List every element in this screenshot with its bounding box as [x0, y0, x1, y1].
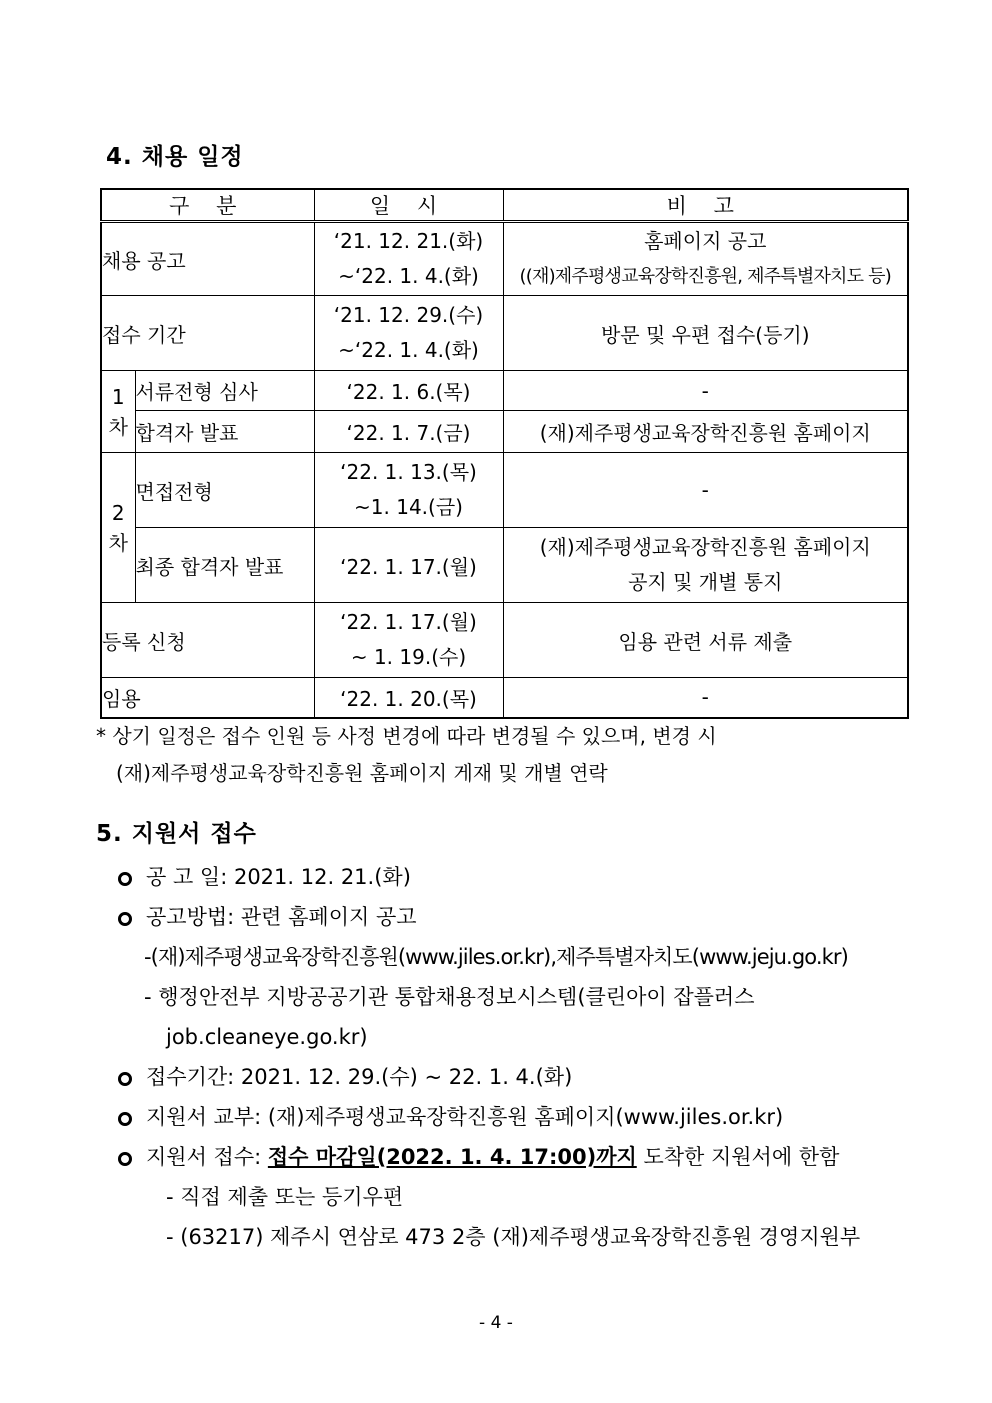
- row-label: 합격자 발표: [135, 411, 314, 453]
- table-row: [101, 296, 908, 371]
- row-date: ‘21. 12. 29.(수) ~‘22. 1. 4.(화): [314, 296, 503, 371]
- row-label: 최종 합격자 발표: [135, 528, 314, 603]
- group-label-2: 2 차: [101, 453, 135, 603]
- group-label-1: 1 차: [101, 371, 135, 453]
- row-label: 접수 기간: [101, 296, 314, 371]
- page-number: - 4 -: [479, 1313, 513, 1333]
- row-date: ‘22. 1. 7.(금): [314, 411, 503, 453]
- table-row: [101, 453, 908, 528]
- list-subitem: - (63217) 제주시 연삼로 473 2층 (재)제주평생교육장학진흥원 경영지원부: [166, 1225, 861, 1249]
- circle-bullet-icon: [118, 872, 132, 886]
- table-row: [101, 411, 908, 453]
- list-item: 공고방법: 관련 홈페이지 공고: [118, 897, 918, 937]
- row-label: 서류전형 심사: [135, 371, 314, 411]
- schedule-footnote: [96, 718, 717, 792]
- section-4-title: 4. 채용 일정: [106, 144, 244, 170]
- row-note: 임용 관련 서류 제출: [503, 603, 908, 678]
- table-header-row: [101, 189, 908, 222]
- row-note: -: [503, 453, 908, 528]
- table-row: [101, 222, 908, 296]
- header-category: 구 분: [101, 189, 314, 222]
- circle-bullet-icon: [118, 912, 132, 926]
- table-row: [101, 528, 908, 603]
- row-label: 임용: [101, 678, 314, 718]
- table-row: [101, 603, 908, 678]
- list-item: 지원서 교부: (재)제주평생교육장학진흥원 홈페이지(www.jiles.or.kr): [118, 1097, 918, 1137]
- row-date: ‘22. 1. 17.(월): [314, 528, 503, 603]
- row-label: 채용 공고: [101, 222, 314, 296]
- row-date: ‘21. 12. 21.(화) ~‘22. 1. 4.(화): [314, 222, 503, 296]
- section-5-title: 5. 지원서 접수: [96, 821, 257, 847]
- list-item: 공 고 일: 2021. 12. 21.(화): [118, 857, 918, 897]
- row-date: ‘22. 1. 17.(월) ~ 1. 19.(수): [314, 603, 503, 678]
- circle-bullet-icon: [118, 1152, 132, 1166]
- deadline-highlight: 접수 마감일(2022. 1. 4. 17:00)까지: [267, 1145, 637, 1169]
- schedule-table: [100, 188, 909, 719]
- row-date: ‘22. 1. 6.(목): [314, 371, 503, 411]
- list-subitem: - 직접 제출 또는 등기우편: [166, 1185, 404, 1209]
- row-note: 방문 및 우편 접수(등기): [503, 296, 908, 371]
- header-note: 비 고: [503, 189, 908, 222]
- list-subitem: - 행정안전부 지방공공기관 통합채용정보시스템(클린아이 잡플러스: [144, 985, 755, 1009]
- list-subitem: -(재)제주평생교육장학진흥원(www.jiles.or.kr),제주특별자치도(www.jeju.go.kr): [144, 945, 848, 969]
- footnote-line-2: (재)제주평생교육장학진흥원 홈페이지 게재 및 개별 연락: [116, 761, 608, 785]
- header-date: 일 시: [314, 189, 503, 222]
- circle-bullet-icon: [118, 1072, 132, 1086]
- list-item: 접수기간: 2021. 12. 29.(수) ~ 22. 1. 4.(화): [118, 1057, 918, 1097]
- row-label: 면접전형: [135, 453, 314, 528]
- list-subitem: job.cleaneye.go.kr): [166, 1025, 368, 1049]
- row-note: (재)제주평생교육장학진흥원 홈페이지 공지 및 개별 통지: [503, 528, 908, 603]
- circle-bullet-icon: [118, 1112, 132, 1126]
- footnote-line-1: * 상기 일정은 접수 인원 등 사정 변경에 따라 변경될 수 있으며, 변경 시: [96, 724, 717, 748]
- application-list: [118, 857, 918, 1257]
- row-note: 홈페이지 공고 ((재)제주평생교육장학진흥원, 제주특별자치도 등): [503, 222, 908, 296]
- table-row: [101, 678, 908, 718]
- row-note: -: [503, 371, 908, 411]
- row-label: 등록 신청: [101, 603, 314, 678]
- table-row: [101, 371, 908, 411]
- row-note: -: [503, 678, 908, 718]
- row-date: ‘22. 1. 20.(목): [314, 678, 503, 718]
- row-date: ‘22. 1. 13.(목) ~1. 14.(금): [314, 453, 503, 528]
- row-note: (재)제주평생교육장학진흥원 홈페이지: [503, 411, 908, 453]
- list-item: 지원서 접수: 접수 마감일(2022. 1. 4. 17:00)까지 도착한 지원서에 한함: [118, 1137, 918, 1177]
